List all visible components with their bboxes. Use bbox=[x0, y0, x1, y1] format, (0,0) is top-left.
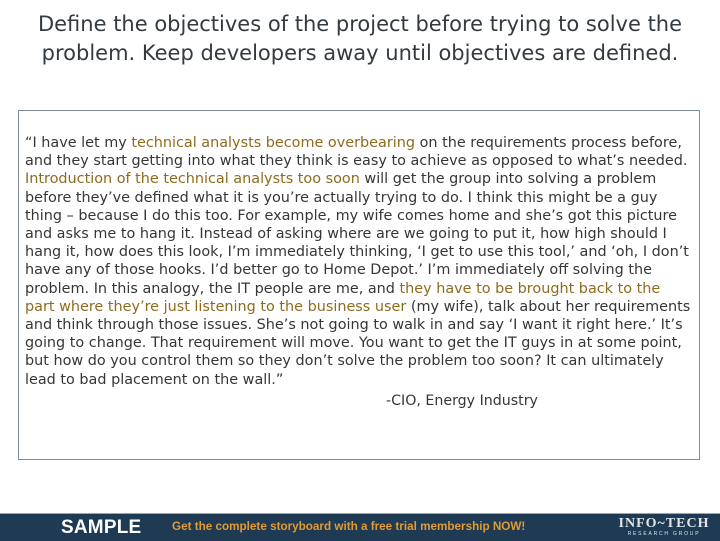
quote-highlight-listening: they have to be brought back to the part where they’re just listening to the business user bbox=[25, 280, 661, 315]
quote-part-2: on the requirements process before, and they start getting into what they think is easy to achieve as opposed to what’s needed. bbox=[25, 135, 688, 170]
quote-highlight-overbearing: technical analysts become overbearing bbox=[131, 135, 415, 151]
quote-highlight-too-soon: Introduction of the technical analysts too soon bbox=[25, 171, 360, 188]
brand-logo-name: INFO~TECH bbox=[618, 516, 710, 531]
quote-part-1: “I have let my bbox=[25, 135, 132, 151]
brand-logo-subtitle: RESEARCH GROUP bbox=[627, 531, 701, 537]
quote-text bbox=[25, 134, 693, 389]
brand-logo bbox=[616, 516, 712, 540]
quote-part-3: will get the group into solving a problem before they’ve defined what it is you’re actually trying to do. I think this might be a guy thing – because I do this too. For example, my wife comes home and she’s got this picture and asks me to hang it. Instead of asking where are we going to put it, how high should I hang it, how does this look, I’m immediately thinking, ‘I get to use this tool,’ and ‘oh, I don’t have any of those hooks. I’d better go to Home Depot.’ I’m immediately off solving the problem. In this analogy, the IT people are me, and bbox=[25, 171, 689, 297]
footer-bar bbox=[0, 513, 720, 541]
quote-part-4: (my wife), talk about her requirements and think through those issues. She’s not going to walk in and say ‘I want it right here.’ It’s going to change. That requirement will move. You want to get the IT guys in at some point, but how do you control them so they don’t solve the problem too soon? It can ultimately lead to bad placement on the wall.” bbox=[25, 298, 691, 388]
free-trial-link[interactable]: Get the complete storyboard with a free trial membership NOW! bbox=[172, 520, 526, 533]
slide-title: Define the objectives of the project before trying to solve the problem. Keep developers away until objectives are defined. bbox=[37, 12, 683, 65]
quote-box bbox=[18, 110, 700, 460]
quote-attribution: -CIO, Energy Industry bbox=[386, 392, 538, 409]
sample-label: SAMPLE bbox=[61, 517, 142, 538]
